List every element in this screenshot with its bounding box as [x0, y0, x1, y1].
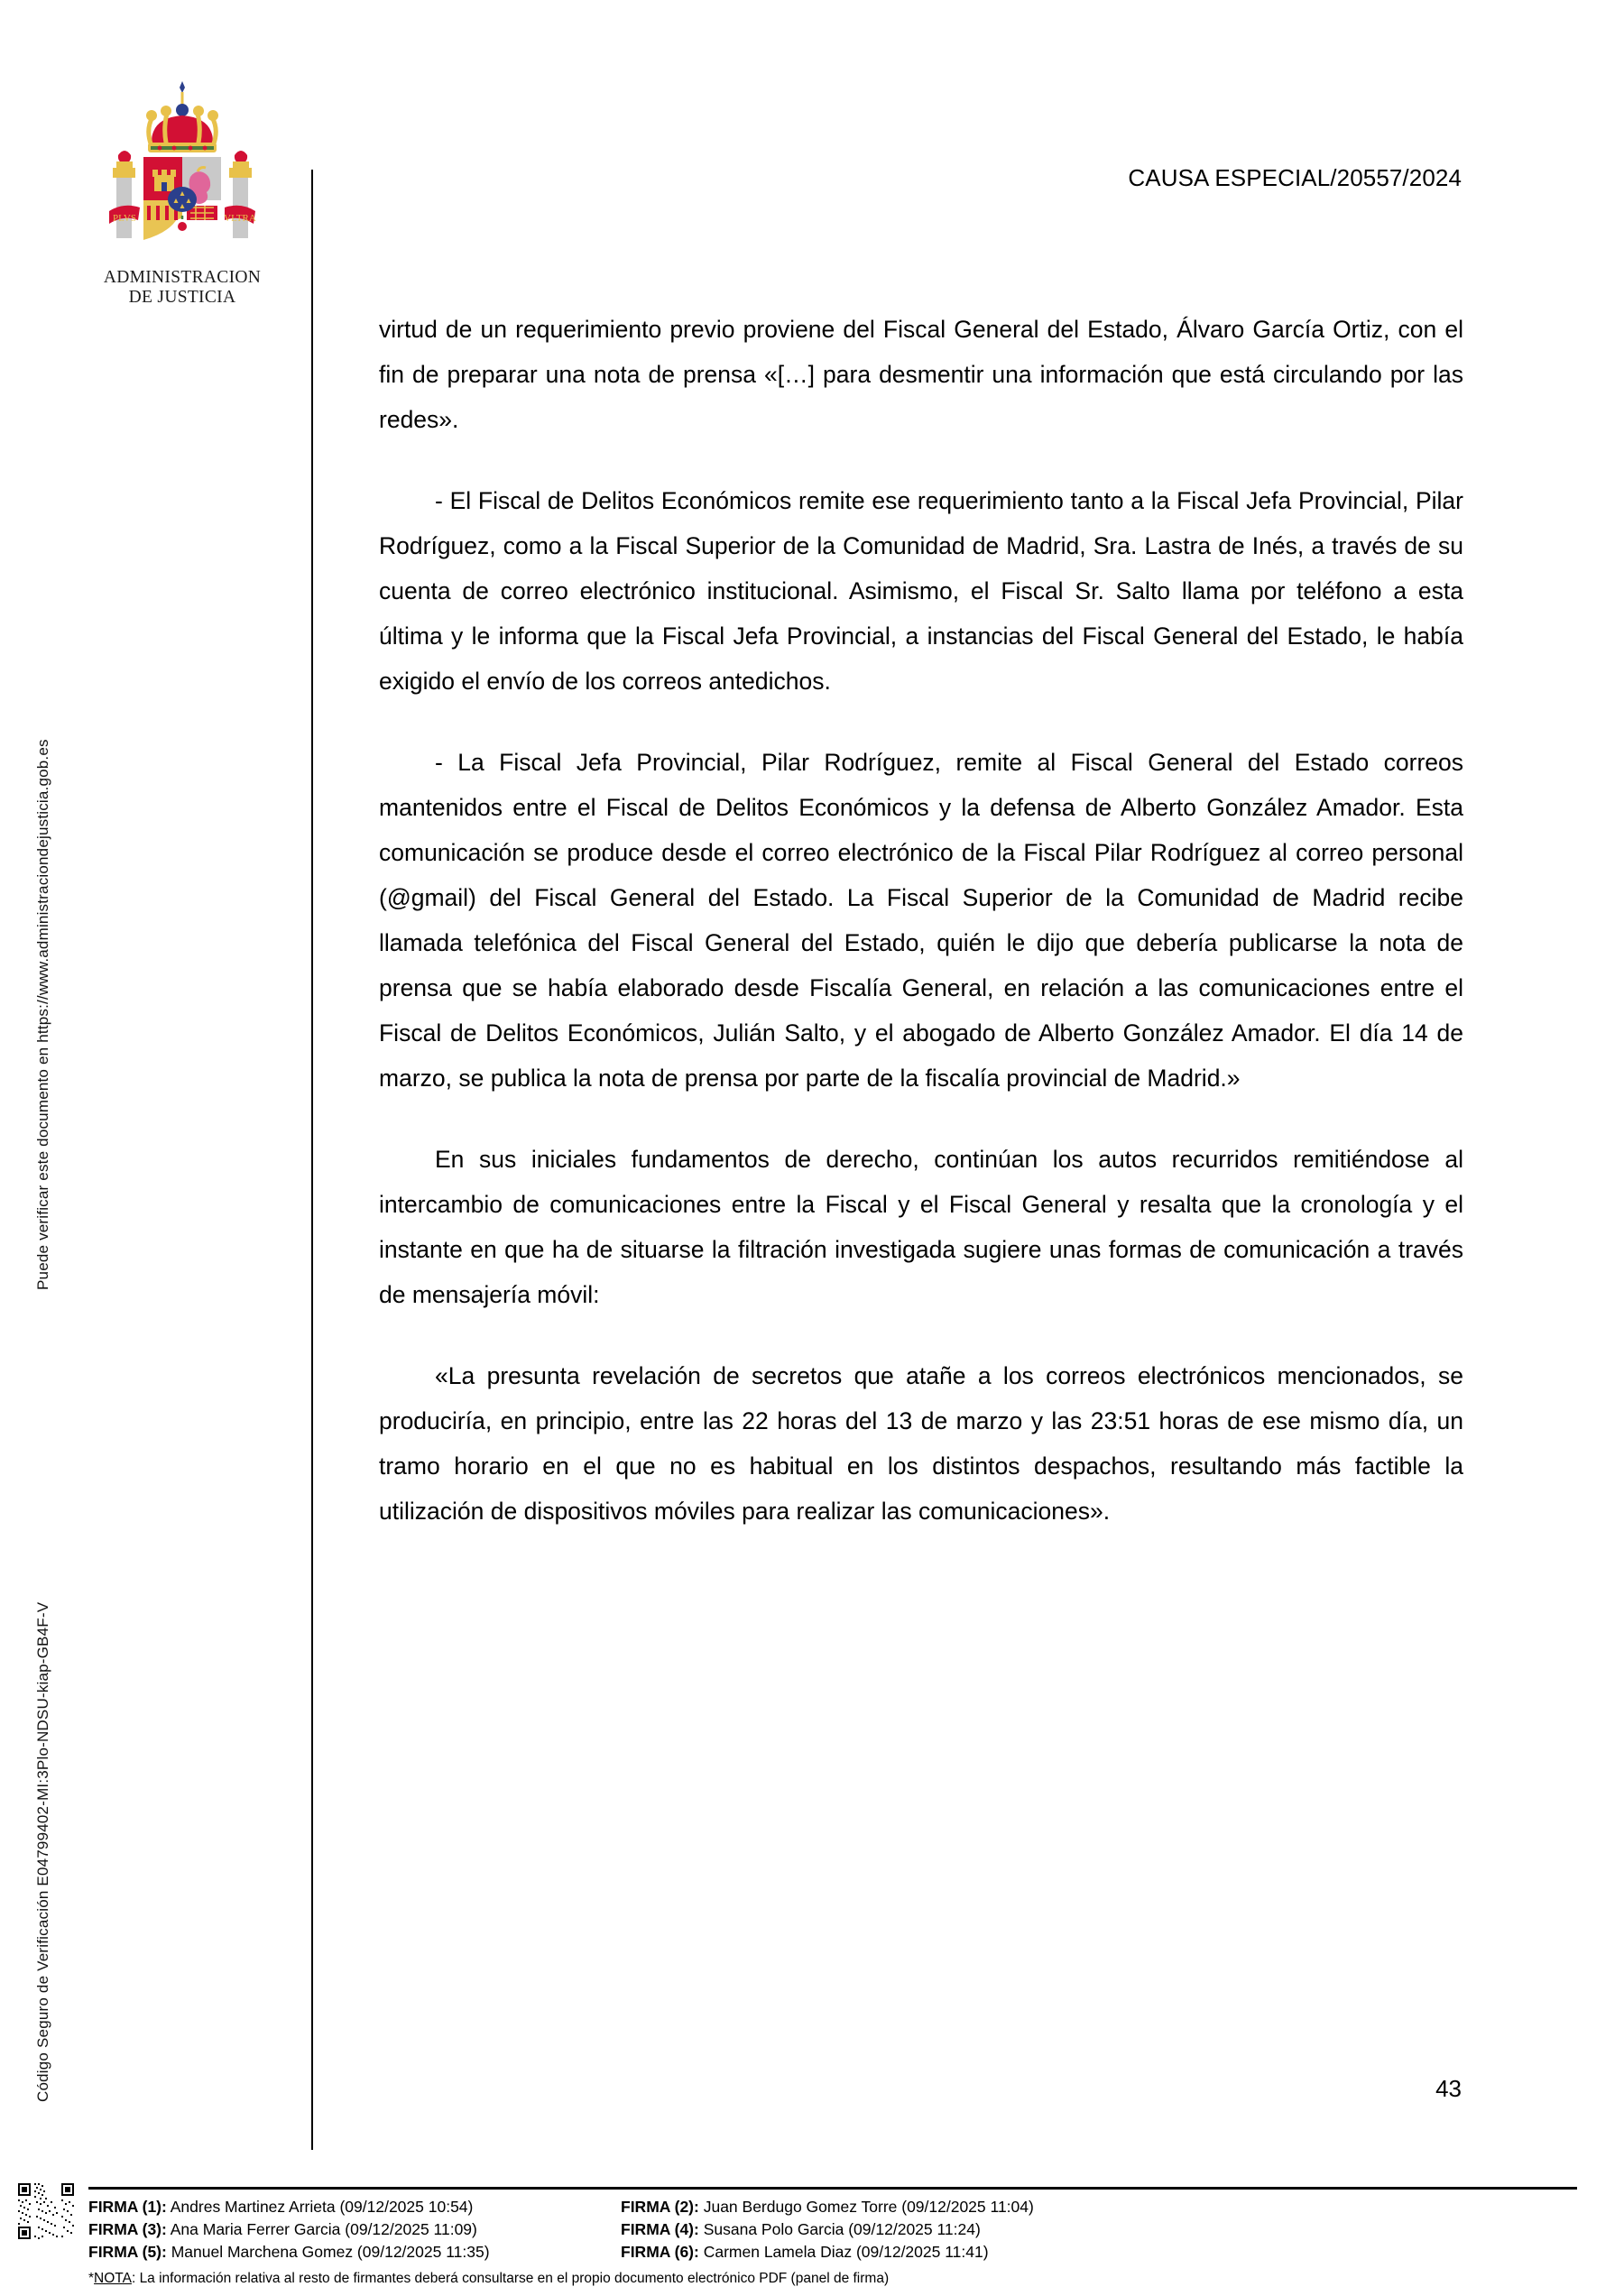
signature-value: Susana Polo Garcia (09/12/2025 11:24): [703, 2220, 981, 2238]
qr-code-icon: [16, 2181, 76, 2241]
emblem-caption-line1: ADMINISTRACION: [103, 268, 262, 287]
signature-entry: [88, 2196, 540, 2218]
signature-value: Andres Martinez Arrieta (09/12/2025 10:54): [170, 2198, 474, 2216]
signature-value: Carmen Lamela Diaz (09/12/2025 11:41): [703, 2243, 989, 2261]
signature-value: Ana Maria Ferrer Garcia (09/12/2025 11:09): [170, 2220, 477, 2238]
svg-text:PLVS: PLVS: [113, 213, 136, 224]
signature-label: FIRMA (4):: [621, 2220, 699, 2238]
document-body: [379, 307, 1463, 1534]
signature-label: FIRMA (3):: [88, 2220, 167, 2238]
signature-value: Juan Berdugo Gomez Torre (09/12/2025 11:04): [703, 2198, 1034, 2216]
note-text: : La información relativa al resto de firmantes deberá consultarse en el propio documento electrónico PDF (panel de firma): [131, 2271, 890, 2286]
emblem-caption: [60, 268, 305, 308]
signature-label: FIRMA (2):: [621, 2198, 699, 2216]
paragraph: - El Fiscal de Delitos Económicos remite ese requerimiento tanto a la Fiscal Jefa Provincial, Pilar Rodríguez, como a la Fiscal Superior de la Comunidad de Madrid, Sra. Lastra de Inés, a través de su cuenta de correo electrónico institucional. Asimismo, el Fiscal Sr. Salto llama por teléfono a esta última y le informa que la Fiscal Jefa Provincial, a instancias del Fiscal General del Estado, le había exigido el envío de los correos antedichos.: [379, 487, 1463, 695]
signature-label: FIRMA (1):: [88, 2198, 167, 2216]
verification-margin: [0, 0, 56, 2165]
spain-coat-of-arms-icon: [97, 70, 268, 264]
signature-footer: [0, 2169, 1624, 2296]
signature-label: FIRMA (5):: [88, 2243, 167, 2261]
emblem-caption-line2: DE JUSTICIA: [128, 287, 236, 307]
institution-emblem-block: [60, 70, 305, 308]
signature-entry: [88, 2218, 540, 2241]
page-number: 43: [1435, 2075, 1462, 2102]
svg-text:VLTRA: VLTRA: [224, 213, 256, 224]
verification-code-text: Código Seguro de Verificación E04799402-MI:3Plo-NDSU-kiap-GB4F-V: [34, 1601, 51, 2102]
case-number: CAUSA ESPECIAL/20557/2024: [1128, 164, 1462, 191]
margin-divider: [311, 170, 313, 2150]
signature-grid: [88, 2196, 1577, 2264]
signature-entry: [88, 2241, 540, 2264]
signature-value: Manuel Marchena Gomez (09/12/2025 11:35): [171, 2243, 490, 2261]
signature-entry: [621, 2241, 1577, 2264]
note-keyword: NOTA: [94, 2271, 132, 2286]
signature-entry: [621, 2196, 1577, 2218]
paragraph: - La Fiscal Jefa Provincial, Pilar Rodríguez, remite al Fiscal General del Estado correos mantenidos entre el Fiscal de Delitos Económicos y la defensa de Alberto González Amador. Esta comunicación se produce desde el correo electrónico de la Fiscal Pilar Rodríguez al correo personal (@gmail) del Fiscal General del Estado. La Fiscal Superior de la Comunidad de Madrid recibe llamada telefónica del Fiscal General del Estado, quién le dijo que debería publicarse la nota de prensa que se había elaborado desde Fiscalía General, en relación a las comunicaciones entre el Fiscal de Delitos Económicos, Julián Salto, y el abogado de Alberto González Amador. El día 14 de marzo, se publica la nota de prensa por parte de la fiscalía provincial de Madrid.»: [379, 749, 1463, 1092]
paragraph: virtud de un requerimiento previo proviene del Fiscal General del Estado, Álvaro García Ortiz, con el fin de preparar una nota de prensa «[…] para desmentir una información que está circulando por las redes».: [379, 316, 1463, 433]
signature-label: FIRMA (6):: [621, 2243, 699, 2261]
note-asterisk: *: [88, 2271, 95, 2286]
verification-url-text: Puede verificar este documento en https://www.administraciondejusticia.gob.es: [34, 739, 51, 1290]
footer-divider: [88, 2187, 1577, 2190]
paragraph: «La presunta revelación de secretos que atañe a los correos electrónicos mencionados, se produciría, en principio, entre las 22 horas del 13 de marzo y las 23:51 horas de ese mismo día, un tramo horario en el que no es habitual en los distintos despachos, resultando más factible la utilización de dispositivos móviles para realizar las comunicaciones».: [379, 1362, 1463, 1525]
paragraph: En sus iniciales fundamentos de derecho, continúan los autos recurridos remitiéndose al intercambio de comunicaciones entre la Fiscal y el Fiscal General y resalta que la cronología y el instante en que ha de situarse la filtración investigada sugiere unas formas de comunicación a través de mensajería móvil:: [379, 1146, 1463, 1308]
document-header: [379, 164, 1462, 192]
signature-entry: [621, 2218, 1577, 2241]
signature-note: [88, 2271, 889, 2287]
